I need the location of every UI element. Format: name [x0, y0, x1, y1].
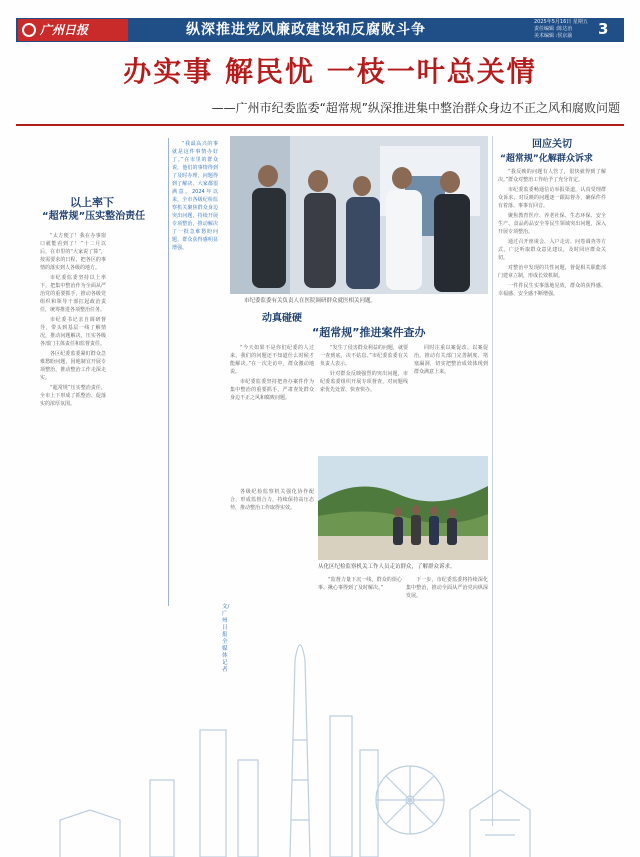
headline-rule: [16, 124, 624, 126]
middle-paragraph: “发生了侵害群众利益的问题，就要一查到底，决不姑息。”市纪委监委有关负责人表示。: [320, 345, 408, 367]
middle-paragraph: 同时注重以案促改、以案促治，推动有关部门完善制度、堵塞漏洞，切实把整治成效体现到群众满意上来。: [414, 345, 488, 375]
section-title-3: “超常规”化解群众诉求: [500, 154, 593, 164]
subheadline: ——广州市纪委监委“超常规”纵深推进集中整治群众身边不正之风和腐败问题: [211, 101, 620, 115]
section-title-1b: “超常规”压实整治责任: [42, 211, 146, 222]
middle-text-4: [230, 488, 314, 608]
middle-paragraph: 下一步，市纪委监委将持续深化集中整治，推动全面从严治党向纵深发展。: [406, 577, 488, 599]
right-paragraph: 对整治中发现的共性问题，督促相关职能部门建章立制，形成长效机制。: [498, 265, 606, 279]
bottom-photo-caption: 从化区纪检监察机关工作人员走访群众，了解群众诉求。: [318, 564, 456, 570]
column-banner: 纵深推进党风廉政建设和反腐败斗争: [186, 22, 426, 38]
right-paragraph: 市纪委监委畅通信访举报渠道，认真受理群众诉求，对反映的问题逐一跟踪督办，确保件件有着落、事事有回音。: [498, 187, 606, 209]
masthead-logo: 广州日报: [18, 19, 128, 41]
section-title-1a: 以上率下: [70, 196, 114, 209]
right-paragraph: “我反映的问题有人管了，很快就得到了解决。”群众对整治工作给予了充分肯定。: [498, 169, 606, 183]
middle-paragraph: 各级纪检监察机关强化协作配合，形成监督合力，持续保持高压态势，推动整治工作取得实效。: [230, 489, 314, 511]
issue-date: 2025年5月16日 星期五: [534, 19, 588, 25]
right-paragraph: 一件件民生实事落地见效，群众的获得感、幸福感、安全感不断增强。: [498, 283, 606, 297]
middle-paragraph: “监督力量下沉一线，群众的烦心事、揪心事得到了及时解决。”: [318, 577, 402, 591]
photo-field-visit: [318, 456, 488, 560]
page-number: 3: [598, 20, 609, 38]
side-paragraph: “我最高兴的事就是这件事情办好了。”在市里的群众说，他们的事情得到了及时办理，问题得到了解决，大家都很满意。2024年以来，全市各级纪检监察机关聚焦群众身边突出问题，持续开展专项整治，推动解决了一批急难愁盼问题，群众获得感明显增强。: [172, 141, 218, 251]
masthead-emblem-icon: [22, 23, 36, 37]
issue-meta: [534, 19, 594, 40]
bottom-photo: [318, 456, 488, 560]
left-paragraph: 各区纪委监委紧盯群众急难愁盼问题，因地制宜开展专项整治，推动整治工作走深走实。: [40, 351, 106, 381]
side-column-text: [172, 140, 218, 600]
right-paragraph: 聚焦教育医疗、养老社保、生态环保、安全生产、食品药品安全等民生领域突出问题，深入开展专项整治。: [498, 213, 606, 235]
middle-paragraph: “今天如果不是你们纪委的人过来，我们的问题还不知道什么时候才能解决。”在一次走访中，群众激动地说。: [230, 345, 314, 375]
left-paragraph: 市纪委书记亲自调研督导，带头到基层一线了解情况，推动问题解决，压实各级各部门主体责任和监督责任。: [40, 317, 106, 347]
section-kicker-2: 动真碰硬: [262, 313, 302, 324]
middle-paragraph: 针对群众反映强烈的突出问题，市纪委监委组织开展专项督查，对问题线索优先处置、快查快办。: [320, 371, 408, 393]
section-title-2: “超常规”推进案件查办: [312, 326, 426, 339]
middle-paragraph: 市纪委监委坚持把查办案件作为集中整治的重要抓手，严肃查处群众身边不正之风和腐败问题。: [230, 379, 314, 401]
city-skyline-illustration: [0, 620, 640, 857]
left-paragraph: “太方便了！我在办事窗口就能看到了！”十二月以后，在市里的“大家说了算”，按需要求的日程，把各区的事情的落实到人各级的地方。: [40, 233, 106, 271]
top-photo: [230, 136, 488, 294]
top-photo-caption: 市纪委监委有关负责人在医院调研群众就医相关问题。: [244, 298, 377, 304]
right-paragraph: 通过召开座谈会、入户走访、问卷调查等方式，广泛听取群众意见建议，及时回应群众关切。: [498, 239, 606, 261]
middle-text-1: [230, 344, 314, 484]
issue-proofreader: 美术编辑 :侯京渝: [534, 33, 573, 39]
section-kicker-3: 回应关切: [532, 139, 572, 150]
left-paragraph: “超常规”压实整治责任，全市上下形成了抓整治、促落实的浓厚氛围。: [40, 385, 106, 407]
issue-editor: 责任编辑 :陈达治: [534, 26, 573, 32]
photo-inspection-scene: [230, 136, 488, 294]
headline: 办实事 解民忧 一枝一叶总关情: [123, 55, 537, 88]
left-paragraph: 市纪委监委坚持以上率下，把集中整治作为全面从严治党的重要抓手，推动各级党组织和领导干部扛起政治责任，统筹推进各项整治任务。: [40, 275, 106, 313]
middle-text-3: [414, 344, 488, 456]
article-byline: 文/广州日报全媒体记者: [222, 604, 230, 673]
